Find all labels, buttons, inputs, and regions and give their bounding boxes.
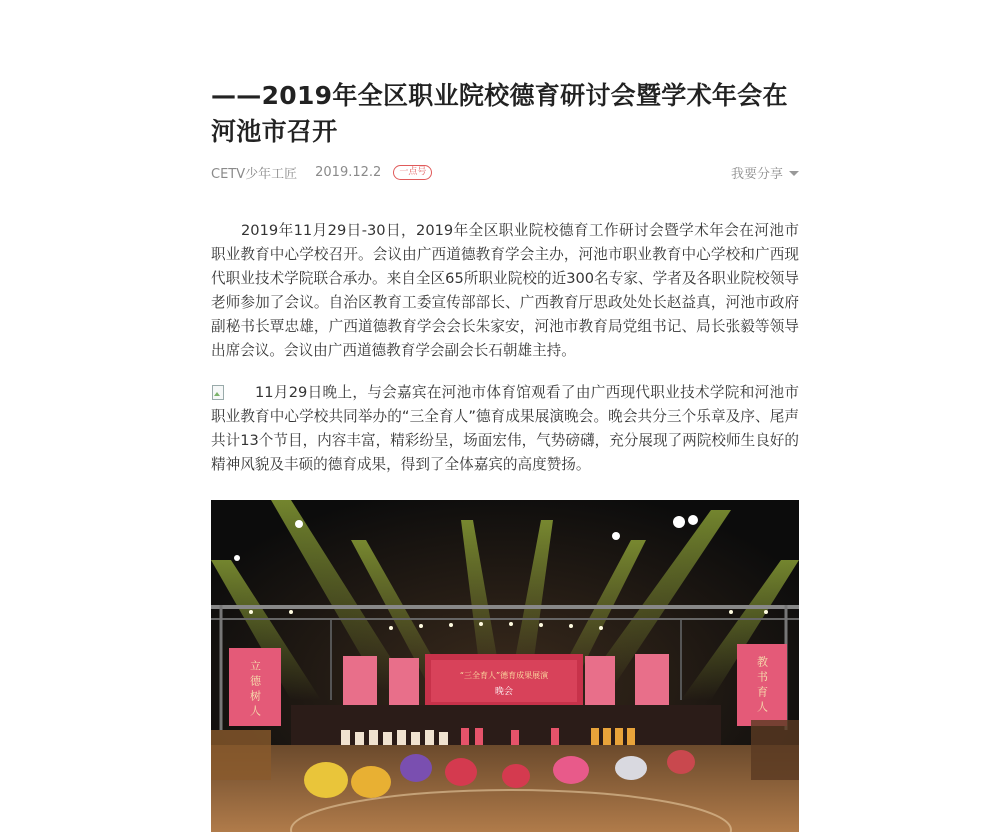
publish-date: 2019.12.2 [315,164,382,180]
source-tag-badge[interactable]: 一点号 [393,165,432,180]
article-title: ——2019年全区职业院校德育研讨会暨学术年会在河池市召开 [211,81,788,146]
broken-image-icon [211,385,225,399]
source-link[interactable]: CETV少年工匠 [211,166,298,182]
event-photo [211,500,799,832]
paragraph-2-text: 11月29日晚上，与会嘉宾在河池市体育馆观看了由广西现代职业技术学院和河池市职业教育中心学校共同举办的“三全育人”德育成果展演晚会。晚会共分三个乐章及序、尾声共计13个节目，内容丰富，精彩纷呈，场面宏伟，气势磅礴，充分展现了两院校师生良好的精神风貌及丰硕的德育成果，得到了全体嘉宾的高度赞扬。 [211,384,799,473]
caret-down-icon [789,171,799,176]
paragraph-1: 2019年11月29日-30日，2019年全区职业院校德育工作研讨会暨学术年会在河池市职业教育中心学校召开。会议由广西道德教育学会主办，河池市职业教育中心学校和广西现代职业技术学院联合承办。来自全区65所职业院校的近300名专家、学者及各职业院校领导老师参加了会议。自治区教育工委宣传部部长、广西教育厅思政处处长赵益真，河池市政府副秘书长覃忠雄，广西道德教育学会会长朱家安，河池市教育局党组书记、局长张毅等领导出席会议。会议由广西道德教育学会副会长石朝雄主持。 [211,222,799,359]
banner-right-text: 教书育人 [755,656,769,716]
share-button[interactable] [731,163,799,182]
stage-screen-line1: “三全育人”德育成果展演 [459,671,549,680]
article-meta [211,162,799,182]
stage-screen-line2: 晚会 [494,687,514,697]
paragraph-2 [211,381,799,477]
banner-left-text: 立德树人 [248,660,262,720]
share-label: 我要分享 [730,166,783,182]
